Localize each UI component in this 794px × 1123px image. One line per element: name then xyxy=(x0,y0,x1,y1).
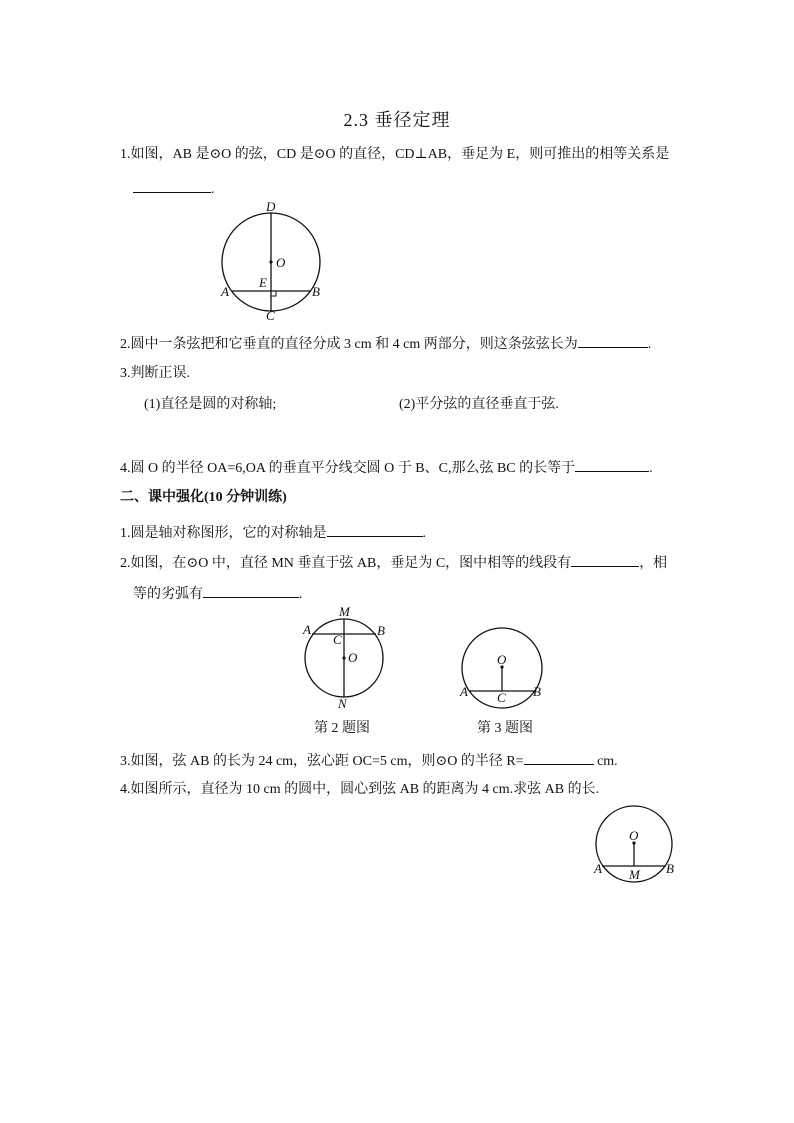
question-3-text: 3.判断正误. xyxy=(120,366,190,381)
label-o: O xyxy=(276,255,286,270)
practice-2-line-1-end: ，相 xyxy=(639,556,668,571)
label-c: C xyxy=(266,308,275,323)
practice-2-text: 2.如图，在⊙O 中，直径 MN 垂直于弦 AB，垂足为 C，图中相等的线段有 xyxy=(120,556,572,571)
label-m: M xyxy=(629,867,640,882)
practice-2-line-2-text: 等的劣弧有 xyxy=(133,587,203,602)
section-2-heading: 二、课中强化(10 分钟训练) xyxy=(120,490,287,505)
label-b: B xyxy=(312,284,320,299)
label-c: C xyxy=(497,690,506,705)
label-a: A xyxy=(594,861,602,876)
label-n: N xyxy=(338,696,347,711)
page-title: 2.3 垂径定理 xyxy=(343,110,451,130)
figure-3-caption: 第 3 题图 xyxy=(477,721,533,736)
label-d: D xyxy=(266,199,276,214)
label-m: M xyxy=(339,604,350,619)
label-a: A xyxy=(460,684,468,699)
question-1-end: . xyxy=(211,182,215,197)
figure-2-caption: 第 2 题图 xyxy=(314,721,370,736)
label-c: C xyxy=(333,632,342,647)
label-a: A xyxy=(221,284,229,299)
question-2-text: 2.圆中一条弦把和它垂直的直径分成 3 cm 和 4 cm 两部分，则这条弦弦长为 xyxy=(120,337,578,352)
label-o: O xyxy=(497,652,507,667)
practice-4-text: 4.如图所示，直径为 10 cm 的圆中，圆心到弦 AB 的距离为 4 cm.求弦 AB 的长. xyxy=(120,782,600,797)
label-a: A xyxy=(303,622,311,637)
question-4-text: 4.圆 O 的半径 OA=6,OA 的垂直平分线交圆 O 于 B、C,那么弦 BC 的长等于 xyxy=(120,461,576,476)
question-3-item-1: (1)直径是圆的对称轴; xyxy=(144,397,277,412)
practice-3-end: cm. xyxy=(597,754,618,769)
label-b: B xyxy=(666,861,674,876)
practice-3-text: 3.如图，弦 AB 的长为 24 cm，弦心距 OC=5 cm，则⊙O 的半径 R= xyxy=(120,754,524,769)
label-e: E xyxy=(259,275,267,290)
question-2-end: . xyxy=(647,337,652,352)
question-3-item-2: (2)平分弦的直径垂直于弦. xyxy=(399,397,559,412)
label-o: O xyxy=(629,828,639,843)
label-b: B xyxy=(377,623,385,638)
question-1-text: 1.如图，AB 是⊙O 的弦，CD 是⊙O 的直径，CD⊥AB，垂足为 E，则可推出的相等关系是 xyxy=(120,147,670,162)
label-b: B xyxy=(533,684,541,699)
practice-2-line-2-end: . xyxy=(299,587,303,602)
question-4-end: . xyxy=(649,461,653,476)
practice-1-end: . xyxy=(422,526,426,541)
practice-1-text: 1.圆是轴对称图形，它的对称轴是 xyxy=(120,526,327,541)
label-o: O xyxy=(348,650,358,665)
